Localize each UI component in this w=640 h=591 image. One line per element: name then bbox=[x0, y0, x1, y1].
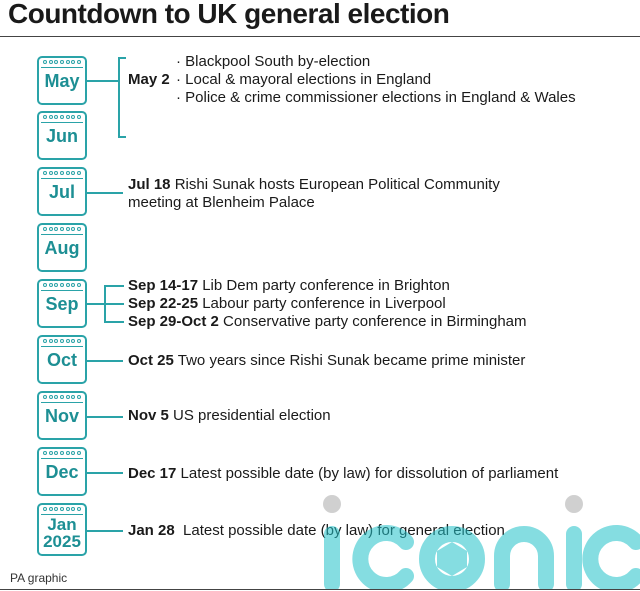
top-rule bbox=[0, 36, 640, 37]
event-jul-line2: meeting at Blenheim Palace bbox=[128, 194, 315, 211]
calendar-rings-icon bbox=[43, 227, 81, 233]
calendar-rings-icon bbox=[43, 339, 81, 345]
month-label: May bbox=[44, 71, 80, 91]
bracket-may-bottom bbox=[118, 136, 126, 138]
month-calendar-jan-2025 bbox=[37, 503, 87, 556]
month-calendar-may bbox=[37, 56, 87, 105]
calendar-rings-icon bbox=[43, 60, 81, 66]
calendar-rings-icon bbox=[43, 451, 81, 457]
event-sep-2: Sep 22-25 Labour party conference in Liverpool bbox=[128, 295, 446, 312]
event-jul: Jul 18 Rishi Sunak hosts European Political Community bbox=[128, 176, 500, 193]
bracket-sep-2 bbox=[104, 303, 124, 305]
connector-dec bbox=[87, 472, 123, 474]
connector-oct bbox=[87, 360, 123, 362]
page-title: Countdown to UK general election bbox=[8, 0, 450, 29]
month-calendar-aug bbox=[37, 223, 87, 272]
month-label: Jan 2025 bbox=[43, 515, 81, 551]
event-sep-1: Sep 14-17 Lib Dem party conference in Brighton bbox=[128, 277, 450, 294]
bracket-may-top bbox=[118, 57, 126, 59]
month-calendar-oct bbox=[37, 335, 87, 384]
month-calendar-dec bbox=[37, 447, 87, 496]
month-label: Oct bbox=[46, 350, 77, 370]
event-may-date: May 2 bbox=[128, 71, 170, 88]
event-may-item: · Local & mayoral elections in England bbox=[176, 71, 432, 88]
month-label: Aug bbox=[44, 238, 80, 258]
connector-jan bbox=[87, 530, 123, 532]
connector-sep bbox=[87, 303, 105, 305]
iconic-watermark-logo bbox=[318, 494, 640, 590]
calendar-rings-icon bbox=[43, 507, 81, 513]
connector-nov bbox=[87, 416, 123, 418]
event-sep-3: Sep 29-Oct 2 Conservative party conference in Birmingham bbox=[128, 313, 527, 330]
month-calendar-nov bbox=[37, 391, 87, 440]
calendar-rings-icon bbox=[43, 115, 81, 121]
bracket-may bbox=[118, 57, 120, 137]
bracket-sep-1 bbox=[104, 285, 124, 287]
month-label: Dec bbox=[45, 462, 79, 482]
month-calendar-jun bbox=[37, 111, 87, 160]
month-label: Nov bbox=[44, 406, 79, 426]
connector-jul bbox=[87, 192, 123, 194]
bottom-rule bbox=[0, 589, 640, 590]
event-may-item: · Police & crime commissioner elections in England & Wales bbox=[176, 89, 576, 106]
calendar-rings-icon bbox=[43, 283, 81, 289]
event-nov: Nov 5 US presidential election bbox=[128, 407, 331, 424]
calendar-rings-icon bbox=[43, 171, 81, 177]
bracket-sep-3 bbox=[104, 321, 124, 323]
month-calendar-sep bbox=[37, 279, 87, 328]
month-calendar-jul bbox=[37, 167, 87, 216]
event-may-item: · Blackpool South by-election bbox=[176, 53, 371, 70]
connector-may bbox=[87, 80, 118, 82]
month-label: Jul bbox=[48, 182, 75, 202]
event-jan: Jan 28 Latest possible date (by law) for general election bbox=[128, 522, 505, 539]
month-label: Jun bbox=[45, 126, 78, 146]
calendar-rings-icon bbox=[43, 395, 81, 401]
month-label: Sep bbox=[45, 294, 79, 314]
event-oct: Oct 25 Two years since Rishi Sunak became prime minister bbox=[128, 352, 526, 369]
event-dec: Dec 17 Latest possible date (by law) for dissolution of parliament bbox=[128, 465, 559, 482]
credit: PA graphic bbox=[10, 571, 68, 585]
